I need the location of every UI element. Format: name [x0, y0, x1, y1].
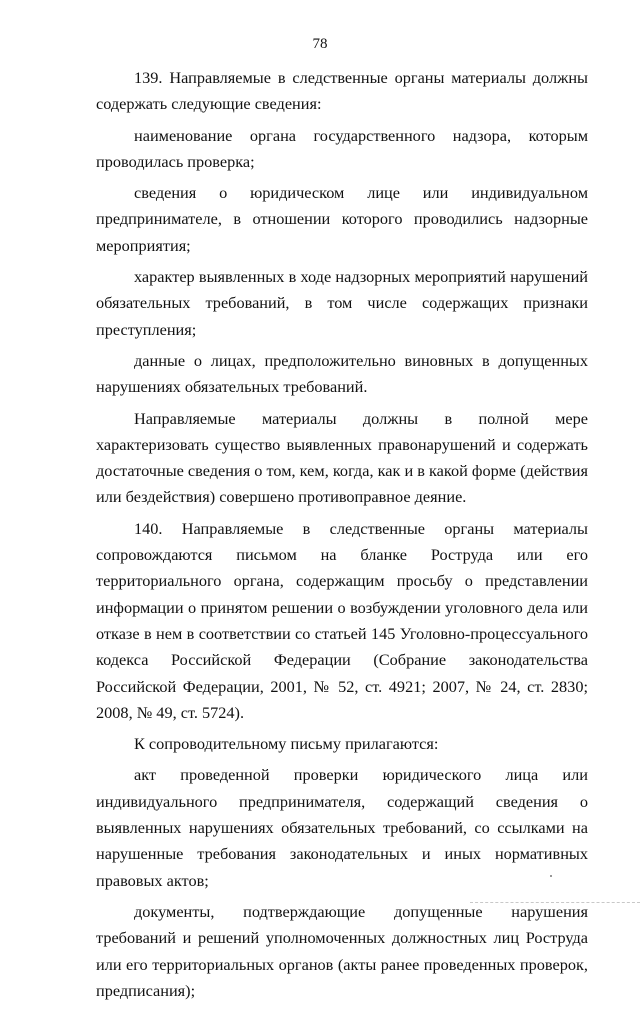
paragraph-139-intro: 139. Направляемые в следственные органы материалы должны содержать следующие сведения:	[96, 68, 588, 114]
paragraph-item-entity: сведения о юридическом лице или индивидуальном предпринимателе, в отношении которого проводились надзорные мероприятия;	[96, 183, 588, 255]
paragraph-140: 140. Направляемые в следственные органы материалы сопровождаются письмом на бланке Роструда или его территориального органа, содержащим просьбу о представлении информации о принятом решении о возбуждении уголовного дела или отказе в нем в соответствии со статьей 145 Уголовно-процессуального кодекса Российской Федерации (Собрание законодательства Российской Федерации, 2001, № 52, ст. 4921; 2007, № 24, ст. 2830; 2008, № 49, ст. 5724).	[96, 518, 588, 722]
paragraph-item-authority: наименование органа государственного надзора, которым проводилась проверка;	[96, 125, 588, 171]
paragraph-attachment-act: акт проведенной проверки юридического лица или индивидуального предпринимателя, содержащий сведения о выявленных нарушениях обязательных требований, со ссылками на нарушенные требования законодательных и иных нормативных правовых актов;	[96, 765, 588, 890]
scan-edge-line	[470, 902, 640, 903]
paragraph-attachments-intro: К сопроводительному письму прилагаются:	[134, 734, 439, 754]
paragraph-materials-requirements: Направляемые материалы должны в полной мере характеризовать существо выявленных правонарушений и содержать достаточные сведения о том, кем, когда, как и в какой форме (действия или бездействия) совершено противоправное деяние.	[96, 408, 588, 507]
scan-speck	[550, 875, 552, 877]
paragraph-item-violations: характер выявленных в ходе надзорных мероприятий нарушений обязательных требований, в том числе содержащих признаки преступления;	[96, 267, 588, 339]
paragraph-attachment-documents: документы, подтверждающие допущенные нарушения требований и решений уполномоченных должностных лиц Роструда или его территориальных органов (акты ранее проведенных проверок, предписания);	[96, 901, 588, 1000]
page-number: 78	[312, 36, 328, 52]
document-body	[96, 65, 588, 1009]
paragraph-item-persons: данные о лицах, предположительно виновных в допущенных нарушениях обязательных требований.	[96, 350, 588, 397]
